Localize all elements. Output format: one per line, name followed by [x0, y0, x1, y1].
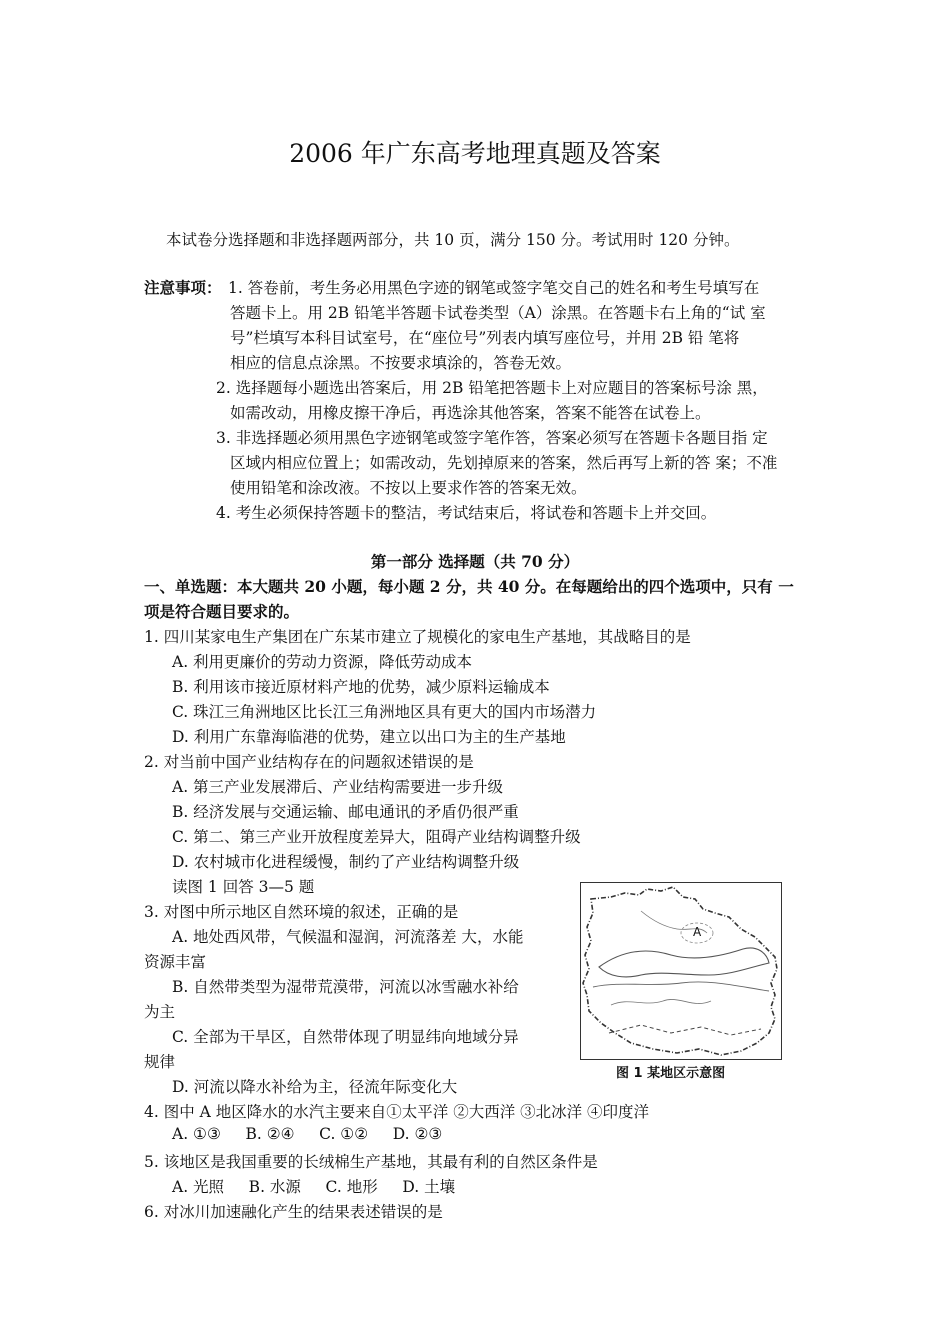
note-line: 2. 选择题每小题选出答案后，用 2B 铅笔把答题卡上对应题目的答案标号涂 黑，	[216, 379, 768, 397]
option: B. 经济发展与交通运输、邮电通讯的矛盾仍很严重	[172, 803, 519, 821]
region-map-drawing	[581, 883, 781, 1059]
note-line: 区域内相应位置上；如需改动，先划掉原来的答案，然后再写上新的答 案；不准	[230, 454, 778, 472]
page-title: 2006 年广东高考地理真题及答案	[289, 139, 661, 168]
part-header: 一、单选题：本大题共 20 小题，每小题 2 分，共 40 分。在每题给出的四个选项中，只有 一	[144, 577, 794, 596]
question-5: 5. 该地区是我国重要的长绒棉生产基地，其最有利的自然区条件是	[144, 1153, 598, 1171]
option: C. 珠江三角洲地区比长江三角洲地区具有更大的国内市场潜力	[172, 703, 597, 721]
option-row: A. 光照 B. 水源 C. 地形 D. 土壤	[172, 1178, 456, 1196]
question-6: 6. 对冰川加速融化产生的结果表述错误的是	[144, 1203, 443, 1221]
figure-caption: 图 1 某地区示意图	[616, 1066, 726, 1081]
exam-intro: 本试卷分选择题和非选择题两部分，共 10 页，满分 150 分。考试用时 120 分钟。	[166, 231, 740, 249]
option: D. 河流以降水补给为主，径流年际变化大	[172, 1078, 458, 1096]
option: A. 第三产业发展滞后、产业结构需要进一步升级	[172, 778, 504, 796]
note-line: 3. 非选择题必须用黑色字迹钢笔或签字笔作答，答案必须写在答题卡各题目指 定	[216, 429, 768, 447]
question-1: 1. 四川某家电生产集团在广东某市建立了规模化的家电生产基地，其战略目的是	[144, 628, 691, 646]
option: A. 地处西风带，气候温和湿润，河流落差 大，水能	[172, 928, 524, 946]
option: C. 第二、第三产业开放程度差异大，阻碍产业结构调整升级	[172, 828, 581, 846]
option: D. 农村城市化进程缓慢，制约了产业结构调整升级	[172, 853, 520, 871]
question-2: 2. 对当前中国产业结构存在的问题叙述错误的是	[144, 753, 474, 771]
notes-label: 注意事项：	[144, 278, 222, 297]
region-map-figure	[580, 882, 782, 1060]
note-line: 相应的信息点涂黑。不按要求填涂的，答卷无效。	[230, 354, 572, 372]
figure-instruction: 读图 1 回答 3—5 题	[172, 878, 315, 896]
option-continued: 规律	[144, 1053, 176, 1071]
option: B. 利用该市接近原材料产地的优势，减少原料运输成本	[172, 678, 550, 696]
option: B. 自然带类型为湿带荒漠带，河流以冰雪融水补给	[172, 978, 519, 996]
option: C. 全部为干旱区，自然带体现了明显纬向地域分异	[172, 1028, 519, 1046]
option: D. 利用广东靠海临港的优势，建立以出口为主的生产基地	[172, 728, 566, 746]
question-3: 3. 对图中所示地区自然环境的叙述，正确的是	[144, 903, 459, 921]
option-row: A. ①③ B. ②④ C. ①② D. ②③	[172, 1125, 443, 1143]
note-line: 号”栏填写本科目试室号，在“座位号”列表内填写座位号，并用 2B 铅 笔将	[230, 329, 740, 347]
section-title: 第一部分 选择题（共 70 分）	[370, 552, 580, 571]
part-header: 项是符合题目要求的。	[144, 602, 300, 621]
note-line: 4. 考生必须保持答题卡的整洁，考试结束后，将试卷和答题卡上并交回。	[216, 504, 717, 522]
option: A. 利用更廉价的劳动力资源，降低劳动成本	[172, 653, 473, 671]
question-4: 4. 图中 A 地区降水的水汽主要来自①太平洋 ②大西洋 ③北冰洋 ④印度洋	[144, 1103, 650, 1121]
note-line: 使用铅笔和涂改液。不按以上要求作答的答案无效。	[230, 479, 587, 497]
option-continued: 资源丰富	[144, 953, 207, 971]
note-line: 1. 答卷前，考生务必用黑色字迹的钢笔或签字笔交自己的姓名和考生号填写在	[228, 279, 760, 297]
note-line: 答题卡上。用 2B 铅笔半答题卡试卷类型（A）涂黑。在答题卡右上角的“试 室	[230, 304, 766, 322]
option-continued: 为主	[144, 1003, 176, 1021]
map-marker-a: A	[693, 925, 702, 939]
note-line: 如需改动，用橡皮擦干净后，再选涂其他答案，答案不能答在试卷上。	[230, 404, 711, 422]
